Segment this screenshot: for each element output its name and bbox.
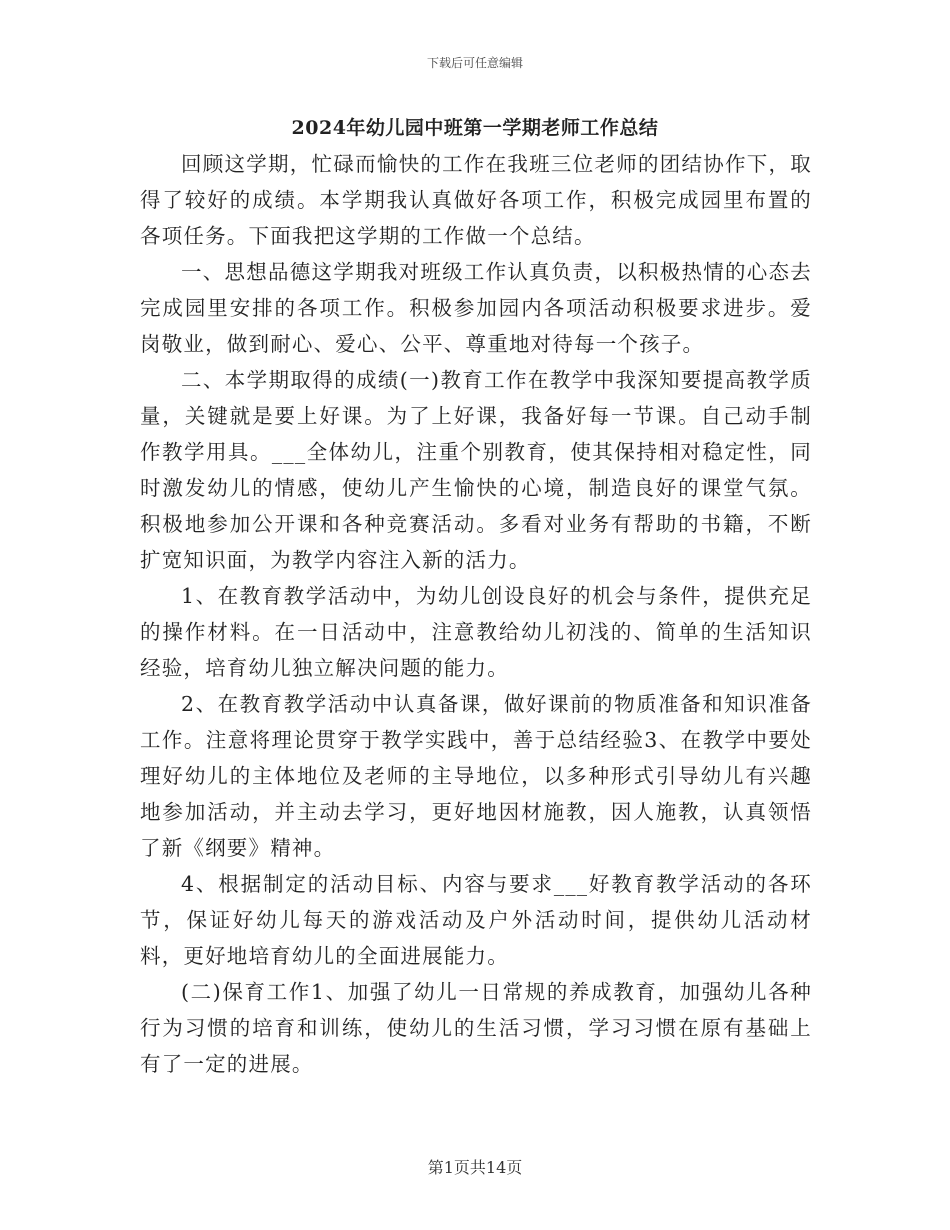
paragraph-item-4: 4、根据制定的活动目标、内容与要求___好教育教学活动的各环节，保证好幼儿每天的游戏活动及户外活动时间，提供幼儿活动材料，更好地培育幼儿的全面进展能力。 bbox=[140, 872, 812, 968]
paragraph-care-work: (二)保育工作1、加强了幼儿一日常规的养成教育，加强幼儿各种行为习惯的培育和训练，使幼儿的生活习惯，学习习惯在原有基础上有了一定的进展。 bbox=[140, 980, 812, 1076]
paragraph-item-2: 2、在教育教学活动中认真备课，做好课前的物质准备和知识准备工作。注意将理论贯穿于教学实践中，善于总结经验3、在教学中要处理好幼儿的主体地位及老师的主导地位，以多种形式引导幼儿有兴趣地参加活动，并主动去学习，更好地因材施教，因人施教，认真领悟了新《纲要》精神。 bbox=[140, 692, 812, 860]
document-body bbox=[140, 146, 812, 1082]
page-header-note: 下载后可任意编辑 bbox=[426, 56, 523, 70]
paragraph-ideology: 一、思想品德这学期我对班级工作认真负责，以积极热情的心态去完成园里安排的各项工作。积极参加园内各项活动积极要求进步。爱岗敬业，做到耐心、爱心、公平、尊重地对待每一个孩子。 bbox=[140, 260, 812, 356]
paragraph-achievements: 二、本学期取得的成绩(一)教育工作在教学中我深知要提高教学质量，关键就是要上好课。为了上好课，我备好每一节课。自己动手制作教学用具。___全体幼儿，注重个别教育，使其保持相对稳定性，同时激发幼儿的情感，使幼儿产生愉快的心境，制造良好的课堂气氛。积极地参加公开课和各种竞赛活动。多看对业务有帮助的书籍，不断扩宽知识面，为教学内容注入新的活力。 bbox=[140, 368, 812, 572]
page-footer-indicator: 第1页共14页 bbox=[427, 1158, 523, 1177]
paragraph-item-1: 1、在教育教学活动中，为幼儿创设良好的机会与条件，提供充足的操作材料。在一日活动中，注意教给幼儿初浅的、简单的生活知识经验，培育幼儿独立解决问题的能力。 bbox=[140, 584, 812, 680]
document-title: 2024年幼儿园中班第一学期老师工作总结 bbox=[291, 117, 659, 139]
paragraph-intro: 回顾这学期，忙碌而愉快的工作在我班三位老师的团结协作下，取得了较好的成绩。本学期我认真做好各项工作，积极完成园里布置的各项任务。下面我把这学期的工作做一个总结。 bbox=[140, 152, 812, 248]
